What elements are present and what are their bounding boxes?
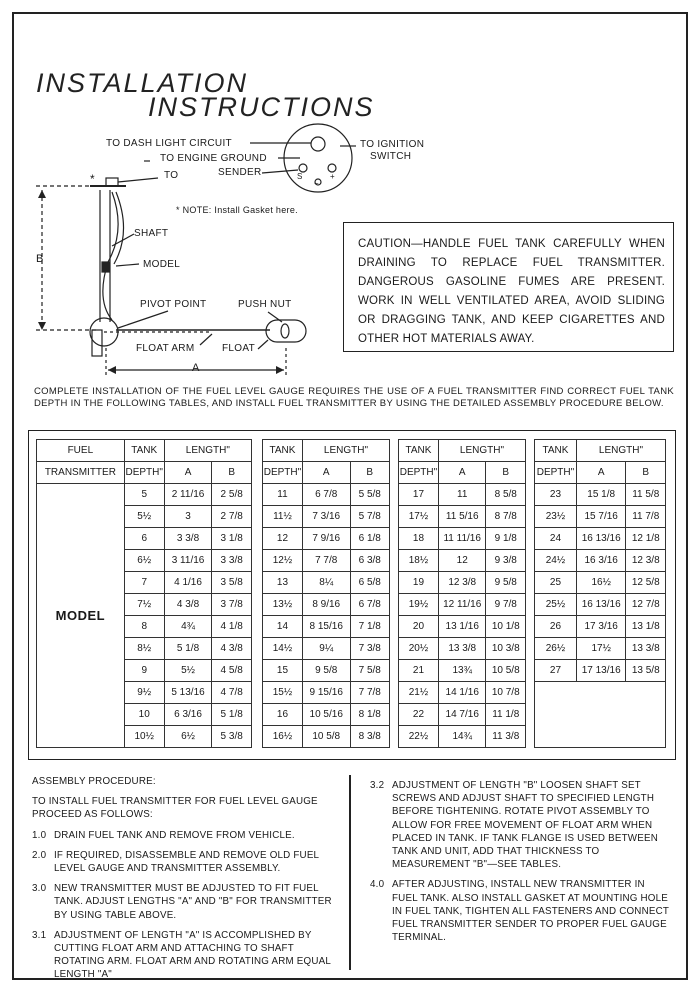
length-a-cell: 16 13/16 xyxy=(576,528,626,550)
length-a-cell: 6½ xyxy=(164,726,212,748)
terminal-s-label: S xyxy=(297,172,303,181)
length-a-cell: 3 xyxy=(164,506,212,528)
tank-depth-cell: 13 xyxy=(263,572,303,594)
length-a-cell: 4 1/16 xyxy=(164,572,212,594)
length-a-cell: 10 5/8 xyxy=(302,726,350,748)
tank-header: TANK xyxy=(263,440,303,462)
length-b-cell: 9 3/8 xyxy=(486,550,526,572)
length-b-cell: 6 5/8 xyxy=(350,572,390,594)
table-row xyxy=(263,550,390,572)
length-b-cell: 11 5/8 xyxy=(626,484,666,506)
length-b-cell: 7 7/8 xyxy=(350,682,390,704)
b-header: B xyxy=(350,462,390,484)
tank-depth-cell: 26 xyxy=(535,616,577,638)
depth-header: DEPTH" xyxy=(399,462,439,484)
to-ignition-label: TO IGNITION xyxy=(360,139,425,150)
length-a-cell: 3 3/8 xyxy=(164,528,212,550)
table-row xyxy=(535,638,666,660)
table-row xyxy=(399,616,526,638)
length-a-cell: 11 11/16 xyxy=(438,528,486,550)
length-a-cell: 6 3/16 xyxy=(164,704,212,726)
tank-depth-cell: 6½ xyxy=(124,550,164,572)
length-a-cell: 17½ xyxy=(576,638,626,660)
tank-depth-cell: 22 xyxy=(399,704,439,726)
length-b-cell: 7 3/8 xyxy=(350,638,390,660)
sender-label: SENDER xyxy=(218,167,262,178)
procedure-intro: TO INSTALL FUEL TRANSMITTER FOR FUEL LEVEL GAUGE PROCEED AS FOLLOWS: xyxy=(32,796,318,821)
length-b-cell: 9 5/8 xyxy=(486,572,526,594)
dash-light-terminal xyxy=(311,137,325,151)
tank-depth-cell: 7½ xyxy=(124,594,164,616)
tank-depth-cell: 12 xyxy=(263,528,303,550)
tank-depth-cell: 10½ xyxy=(124,726,164,748)
caution-box: CAUTION—HANDLE FUEL TANK CAREFULLY WHEN DRAINING TO REPLACE FUEL TRANSMITTER. DANGEROUS GASOLINE FUMES ARE PRESENT. WORK IN WELL VENTILATED AREA, AVOID SLIDING OR DRAGGING TANK, AND KEEP CIGARETTES AND OTHER HOT MATERIALS AWAY. xyxy=(343,222,674,352)
table-row xyxy=(399,594,526,616)
length-b-cell: 10 7/8 xyxy=(486,682,526,704)
length-a-cell: 5 13/16 xyxy=(164,682,212,704)
model-cell: MODEL xyxy=(37,484,125,748)
tank-header: TANK xyxy=(399,440,439,462)
table-row xyxy=(399,704,526,726)
length-b-cell: 5 5/8 xyxy=(350,484,390,506)
tank-depth-cell: 17 xyxy=(399,484,439,506)
a-header: A xyxy=(576,462,626,484)
gasket-asterisk: * xyxy=(90,172,95,186)
procedure-step xyxy=(370,779,670,871)
to-dash-light-label: TO DASH LIGHT CIRCUIT xyxy=(106,138,232,149)
length-b-cell: 8 1/8 xyxy=(350,704,390,726)
length-b-cell: 3 7/8 xyxy=(212,594,252,616)
step-text: IF REQUIRED, DISASSEMBLE AND REMOVE OLD FUEL LEVEL GAUGE AND TRANSMITTER ASSEMBLY. xyxy=(54,849,319,875)
length-b-cell: 3 1/8 xyxy=(212,528,252,550)
table-row xyxy=(399,682,526,704)
tank-depth-cell: 12½ xyxy=(263,550,303,572)
tank-header: TANK xyxy=(124,440,164,462)
length-a-cell: 13 3/8 xyxy=(438,638,486,660)
to-label: TO xyxy=(164,170,179,181)
s-terminal xyxy=(299,164,307,172)
table-row xyxy=(263,572,390,594)
table-row xyxy=(535,550,666,572)
length-a-cell: 8 15/16 xyxy=(302,616,350,638)
tank-depth-cell: 26½ xyxy=(535,638,577,660)
length-a-cell: 5 1/8 xyxy=(164,638,212,660)
depth-table-4 xyxy=(534,439,666,748)
tank-depth-cell: 9½ xyxy=(124,682,164,704)
gasket-note: * NOTE: Install Gasket here. xyxy=(176,205,298,215)
length-b-cell: 12 3/8 xyxy=(626,550,666,572)
length-a-cell: 12 xyxy=(438,550,486,572)
length-b-cell: 9 1/8 xyxy=(486,528,526,550)
title-line-1: INSTALLATION xyxy=(36,68,249,98)
length-header: LENGTH" xyxy=(576,440,665,462)
length-b-cell: 9 7/8 xyxy=(486,594,526,616)
tank-depth-cell: 16 xyxy=(263,704,303,726)
length-b-cell: 6 1/8 xyxy=(350,528,390,550)
tank-depth-cell: 9 xyxy=(124,660,164,682)
procedure-heading: ASSEMBLY PROCEDURE: xyxy=(32,776,156,787)
table-row xyxy=(535,594,666,616)
length-a-cell: 12 11/16 xyxy=(438,594,486,616)
length-a-cell: 14 7/16 xyxy=(438,704,486,726)
length-b-cell: 13 5/8 xyxy=(626,660,666,682)
a-header: A xyxy=(164,462,212,484)
length-a-cell: 5½ xyxy=(164,660,212,682)
table-row xyxy=(263,484,390,506)
length-a-cell: 17 13/16 xyxy=(576,660,626,682)
step-text: ADJUSTMENT OF LENGTH "B" LOOSEN SHAFT SET SCREWS AND ADJUST SHAFT TO SPECIFIED LENGTH BEFORE TIGHTENING. ROTATE PIVOT ASSEMBLY TO ALLOW FOR FREE MOVEMENT OF FLOAT ARM WHEN PLACED IN TANK. IF TANK FLANGE IS USED BETWEEN TANK AND UNIT, ADD THAT THICKNESS TO MEASUREMENT "B"—SEE TABLES. xyxy=(392,780,658,871)
step-number: 3.1 xyxy=(32,929,47,941)
dimension-a-label: A xyxy=(192,362,200,374)
length-b-cell: 12 1/8 xyxy=(626,528,666,550)
tank-depth-cell: 18½ xyxy=(399,550,439,572)
length-header: LENGTH" xyxy=(438,440,525,462)
table-row xyxy=(263,682,390,704)
tank-depth-cell: 27 xyxy=(535,660,577,682)
length-b-cell: 4 1/8 xyxy=(212,616,252,638)
step-number: 4.0 xyxy=(370,879,385,891)
length-a-cell: 16½ xyxy=(576,572,626,594)
length-a-cell: 9 15/16 xyxy=(302,682,350,704)
length-b-cell: 10 5/8 xyxy=(486,660,526,682)
tank-depth-cell: 6 xyxy=(124,528,164,550)
shaft-label: SHAFT xyxy=(134,228,169,239)
procedure-step xyxy=(370,878,670,944)
tank-depth-cell: 7 xyxy=(124,572,164,594)
table-row xyxy=(535,484,666,506)
length-b-cell: 11 1/8 xyxy=(486,704,526,726)
length-b-cell: 3 3/8 xyxy=(212,550,252,572)
length-a-cell: 16 3/16 xyxy=(576,550,626,572)
step-text: DRAIN FUEL TANK AND REMOVE FROM VEHICLE. xyxy=(54,829,295,841)
push-nut-label: PUSH NUT xyxy=(238,299,292,310)
table-row xyxy=(399,528,526,550)
length-a-cell: 14¾ xyxy=(438,726,486,748)
tank-depth-cell: 23½ xyxy=(535,506,577,528)
length-a-cell: 13 1/16 xyxy=(438,616,486,638)
step-text: NEW TRANSMITTER MUST BE ADJUSTED TO FIT FUEL TANK. ADJUST LENGTHS "A" AND "B" FOR TRANSMITTER BY USING TABLE ABOVE. xyxy=(54,883,332,921)
length-b-cell: 8 3/8 xyxy=(350,726,390,748)
tank-depth-cell: 15 xyxy=(263,660,303,682)
b-header: B xyxy=(212,462,252,484)
terminal-minus-label: − xyxy=(314,179,319,188)
length-a-cell: 8¼ xyxy=(302,572,350,594)
length-b-cell: 7 5/8 xyxy=(350,660,390,682)
length-b-cell: 6 3/8 xyxy=(350,550,390,572)
switch-label: SWITCH xyxy=(370,151,412,162)
tank-depth-cell: 15½ xyxy=(263,682,303,704)
empty-cell xyxy=(535,682,666,748)
table-row xyxy=(399,484,526,506)
transmitter-header: TRANSMITTER xyxy=(37,462,125,484)
length-b-cell: 7 1/8 xyxy=(350,616,390,638)
depth-table-1 xyxy=(36,439,252,748)
tank-depth-cell: 11 xyxy=(263,484,303,506)
length-b-cell: 5 1/8 xyxy=(212,704,252,726)
length-b-cell: 10 3/8 xyxy=(486,638,526,660)
length-a-cell: 3 11/16 xyxy=(164,550,212,572)
depth-table-2 xyxy=(262,439,390,748)
tank-depth-cell: 14½ xyxy=(263,638,303,660)
length-header: LENGTH" xyxy=(164,440,251,462)
table-row xyxy=(535,616,666,638)
table-row xyxy=(535,660,666,682)
length-a-cell: 2 11/16 xyxy=(164,484,212,506)
table-row xyxy=(535,506,666,528)
length-b-cell: 4 5/8 xyxy=(212,660,252,682)
float-label: FLOAT xyxy=(222,343,255,354)
length-a-cell: 12 3/8 xyxy=(438,572,486,594)
tank-depth-cell: 13½ xyxy=(263,594,303,616)
procedure-step xyxy=(32,929,332,982)
length-a-cell: 11 xyxy=(438,484,486,506)
length-b-cell: 2 7/8 xyxy=(212,506,252,528)
table-row xyxy=(263,594,390,616)
tank-depth-cell: 5 xyxy=(124,484,164,506)
tank-header: TANK xyxy=(535,440,577,462)
tank-depth-cell: 18 xyxy=(399,528,439,550)
length-b-cell: 5 3/8 xyxy=(212,726,252,748)
a-header: A xyxy=(438,462,486,484)
tank-depth-cell: 25½ xyxy=(535,594,577,616)
length-a-cell: 4 3/8 xyxy=(164,594,212,616)
length-a-cell: 8 9/16 xyxy=(302,594,350,616)
length-b-cell: 5 7/8 xyxy=(350,506,390,528)
tank-depth-cell: 19 xyxy=(399,572,439,594)
dimension-b-label: B xyxy=(36,253,44,265)
table-row xyxy=(399,506,526,528)
tank-depth-cell: 24½ xyxy=(535,550,577,572)
terminal-plus-label: + xyxy=(330,172,335,181)
table-row xyxy=(399,726,526,748)
table-row xyxy=(263,616,390,638)
step-number: 3.2 xyxy=(370,780,385,791)
tank-depth-cell: 20 xyxy=(399,616,439,638)
table-row xyxy=(535,572,666,594)
length-b-cell: 6 7/8 xyxy=(350,594,390,616)
step-number: 1.0 xyxy=(32,829,47,841)
tank-depth-cell: 8½ xyxy=(124,638,164,660)
tank-depth-cell: 23 xyxy=(535,484,577,506)
depth-table-3 xyxy=(398,439,526,748)
depth-header: DEPTH" xyxy=(263,462,303,484)
a-header: A xyxy=(302,462,350,484)
tank-depth-cell: 14 xyxy=(263,616,303,638)
length-a-cell: 15 1/8 xyxy=(576,484,626,506)
length-b-cell: 12 7/8 xyxy=(626,594,666,616)
length-b-cell: 2 5/8 xyxy=(212,484,252,506)
tank-depth-cell: 20½ xyxy=(399,638,439,660)
tank-depth-cell: 5½ xyxy=(124,506,164,528)
length-a-cell: 6 7/8 xyxy=(302,484,350,506)
step-text: AFTER ADJUSTING, INSTALL NEW TRANSMITTER IN FUEL TANK. ALSO INSTALL GASKET AT MOUNTING HOLE IN FUEL TANK, TIGHTEN ALL FASTENERS AND CONNECT FUEL TRANSMITTER SENDER TO PROPER FUEL GAUGE TERMINAL. xyxy=(392,879,669,944)
float-arm-label: FLOAT ARM xyxy=(136,343,195,354)
model-label: MODEL xyxy=(143,259,181,270)
length-b-cell: 8 5/8 xyxy=(486,484,526,506)
procedure-step xyxy=(32,829,332,842)
table-row xyxy=(37,484,252,506)
tank-depth-cell: 10 xyxy=(124,704,164,726)
table-row xyxy=(263,528,390,550)
length-a-cell: 15 7/16 xyxy=(576,506,626,528)
table-row xyxy=(263,506,390,528)
tank-depth-cell: 25 xyxy=(535,572,577,594)
table-row xyxy=(535,528,666,550)
tank-depth-cell: 19½ xyxy=(399,594,439,616)
length-b-cell: 12 5/8 xyxy=(626,572,666,594)
tank-depth-cell: 8 xyxy=(124,616,164,638)
length-a-cell: 7 9/16 xyxy=(302,528,350,550)
plus-terminal xyxy=(328,164,336,172)
table-row xyxy=(399,550,526,572)
step-number: 2.0 xyxy=(32,849,47,861)
procedure-step xyxy=(32,849,332,875)
length-a-cell: 11 5/16 xyxy=(438,506,486,528)
length-b-cell: 11 7/8 xyxy=(626,506,666,528)
depth-header: DEPTH" xyxy=(535,462,577,484)
depth-header: DEPTH" xyxy=(124,462,164,484)
tank-depth-cell: 21½ xyxy=(399,682,439,704)
tank-depth-cell: 21 xyxy=(399,660,439,682)
length-a-cell: 16 13/16 xyxy=(576,594,626,616)
length-a-cell: 17 3/16 xyxy=(576,616,626,638)
table-row xyxy=(263,726,390,748)
length-a-cell: 4¾ xyxy=(164,616,212,638)
step-number: 3.0 xyxy=(32,883,47,895)
length-a-cell: 7 7/8 xyxy=(302,550,350,572)
length-b-cell: 13 3/8 xyxy=(626,638,666,660)
length-a-cell: 13¾ xyxy=(438,660,486,682)
b-header: B xyxy=(486,462,526,484)
table-row xyxy=(399,572,526,594)
table-row xyxy=(399,660,526,682)
table-row xyxy=(399,638,526,660)
table-row xyxy=(263,660,390,682)
tank-depth-cell: 11½ xyxy=(263,506,303,528)
length-b-cell: 4 7/8 xyxy=(212,682,252,704)
length-b-cell: 11 3/8 xyxy=(486,726,526,748)
tank-depth-cell: 17½ xyxy=(399,506,439,528)
length-b-cell: 13 1/8 xyxy=(626,616,666,638)
length-b-cell: 4 3/8 xyxy=(212,638,252,660)
length-b-cell: 10 1/8 xyxy=(486,616,526,638)
length-b-cell: 8 7/8 xyxy=(486,506,526,528)
length-b-cell: 3 5/8 xyxy=(212,572,252,594)
procedure-right xyxy=(370,779,670,951)
step-text: ADJUSTMENT OF LENGTH "A" IS ACCOMPLISHED BY CUTTING FLOAT ARM AND ATTACHING TO SHAFT ROTATING ARM. FLOAT ARM AND ROTATING ARM EQUAL LENGTH "A" xyxy=(54,929,331,981)
intro-text: COMPLETE INSTALLATION OF THE FUEL LEVEL GAUGE REQUIRES THE USE OF A FUEL TRANSMITTER FIND CORRECT FUEL TANK DEPTH IN THE FOLLOWING TABLES, AND INSTALL FUEL TRANSMITTER BY USING THE DETAILED ASSEMBLY PROCEDURE BELOW. xyxy=(34,386,674,409)
length-a-cell: 9 5/8 xyxy=(302,660,350,682)
table-row xyxy=(263,638,390,660)
fuel-header: FUEL xyxy=(37,440,125,462)
length-a-cell: 9¼ xyxy=(302,638,350,660)
tank-depth-cell: 22½ xyxy=(399,726,439,748)
length-a-cell: 14 1/16 xyxy=(438,682,486,704)
length-a-cell: 7 3/16 xyxy=(302,506,350,528)
procedure-left xyxy=(32,775,332,989)
tank-depth-cell: 16½ xyxy=(263,726,303,748)
length-a-cell: 10 5/16 xyxy=(302,704,350,726)
to-engine-ground-label: TO ENGINE GROUND xyxy=(160,153,267,164)
b-header: B xyxy=(626,462,666,484)
pivot-point-label: PIVOT POINT xyxy=(140,299,207,310)
title-line-2: INSTRUCTIONS xyxy=(148,92,375,122)
length-header: LENGTH" xyxy=(302,440,389,462)
procedure-step xyxy=(32,882,332,922)
table-row xyxy=(263,704,390,726)
tank-depth-cell: 24 xyxy=(535,528,577,550)
column-divider xyxy=(349,775,351,970)
